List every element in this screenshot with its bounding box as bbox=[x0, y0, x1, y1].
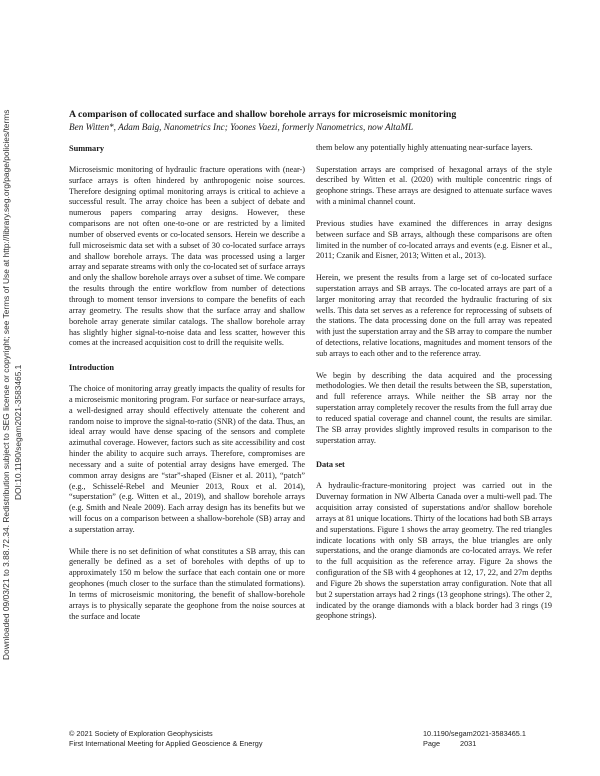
summary-heading: Summary bbox=[69, 144, 105, 153]
summary-paragraph: Microseismic monitoring of hydraulic fracture operations with (near-) surface arrays is often hindered by anthropogenic noise sources. Therefore designing optimal monitoring arrays is critical to achieve a successful result. The array choice has been a subject of debate and numerous papers comparing array designs. However, these comparisons are not often one-to-one or are restricted by a limited number of observed events or co-located sensors. Herein we describe a full microseismic data set with a subset of 30 co-located surface arrays and shallow borehole arrays. The data was processed using a larger array and separate streams with only the co-located set of surface arrays and only the shallow borehole arrays over a subset of time. We compare the results through the entire workflow from number of detections through to moment tensor inversions to compare the benefits of each array geometry. The results show that the surface array and shallow borehole array generate similar catalogs. The shallow borehole array has slightly higher signal-to-noise data and less scatter, however this comes at the increased acquisition cost to drill the requisite wells. bbox=[69, 164, 305, 348]
introduction-paragraph-1: The choice of monitoring array greatly impacts the quality of results for a microseismic monitoring program. For surface or near-surface arrays, a well-designed array should effectively attenuate the coherent and random noise to improve the signal-to-ratio (SNR) of the data. Thus, an ideal array would have dense spacing of the sensors and complete azimuthal coverage. However, factors such as site accessibility and cost hinder the ability to acquire such arrays. Therefore, compromises are necessary and a suite of potential array designs have emerged. The common array designs are “star”-shaped (Eisner et al. 2011), “patch” (e.g., Schisselé-Rebel and Meunier 2013, Roux et al. 2014), “superstation” (e.g. Witten et al., 2019), and shallow borehole arrays (e.g. Smith and Neale 2009). Each array design has its benefits but we will focus on a comparison between a shallow-borehole (SB) array and a superstation array. bbox=[69, 384, 305, 534]
body-paragraph: Previous studies have examined the differences in array designs between surface and SB arrays, although these comparisons are often limited in the number of co-located arrays and events (e.g. Eisner et al., 2011; Czanik and Eisner, 2013; Witten et al., 2013). bbox=[316, 218, 552, 261]
body-paragraph: We begin by describing the data acquired and the processing methodologies. We then detail the results between the SB, superstation, and full reference arrays. While neither the SB array nor the superstation array completely recover the results from the full array due to reduced spatial coverage and channel count, the results are similar. The SB array provides slightly improved results in comparison to the superstation array. bbox=[316, 370, 552, 445]
page-number: 2031 bbox=[460, 738, 477, 748]
dataset-paragraph: A hydraulic-fracture-monitoring project was carried out in the Duvernay formation in NW Alberta Canada over a multi-well pad. The acquisition array consisted of superstations and/or shallow borehole arrays at 81 unique locations. Thirty of the locations had both SB arrays and superstations. Figure 1 shows the array geometry. The red triangles indicate locations with only SB arrays, the blue triangles are only superstations, and the orange diamonds are co-located arrays. We refer to the full acquisition as the reference array. Figure 2a shows the configuration of the SB with 4 geophones at 12, 17, 22, and 27m depths and Figure 2b shows the superstation array configuration. Note that all but 2 superstation arrays had 2 rings (13 geophone strings). The other 2, indicated by the orange diamonds with a black border had 3 rings (19 geophone strings). bbox=[316, 481, 552, 621]
introduction-heading: Introduction bbox=[69, 363, 115, 373]
body-paragraph: Superstation arrays are comprised of hexagonal arrays of the style described by Witten et al. (2020) with multiple concentric rings of geophone strings. These arrays are designed to attenuate surface waves with a minimal channel count. bbox=[316, 164, 552, 207]
right-column bbox=[316, 143, 552, 633]
download-notice bbox=[1, 60, 27, 660]
conference-line: First International Meeting for Applied Geoscience & Energy bbox=[69, 738, 263, 748]
download-notice-line: Downloaded 09/03/21 to 3.88.72.34. Redistribution subject to SEG license or copyright; see Terms of Use at http://library.seg.org/page/policies/terms bbox=[1, 109, 11, 660]
body-paragraph: them below any potentially highly attenuating near-surface layers. bbox=[316, 143, 533, 152]
doi-notice-line: DOI:10.1190/segam2021-3583465.1 bbox=[12, 364, 23, 500]
left-column bbox=[69, 144, 305, 633]
copyright-line: © 2021 Society of Exploration Geophysicists bbox=[69, 729, 213, 738]
page-label: Page bbox=[423, 738, 441, 748]
body-paragraph: Herein, we present the results from a large set of co-located surface superstation arrays and SB arrays. The co-located arrays are part of a larger monitoring array that recorded the hydraulic fracturing of six wells. This data set serves as a reference for reprocessing of subsets of the stations. The data processing done on the full array was repeated with just the superstation array and the SB array to compare the number of detections, relative locations, magnitudes and moment tensors of the sub arrays to each other and to the reference array. bbox=[316, 272, 552, 358]
introduction-paragraph-2: While there is no set definition of what constitutes a SB array, this can generally be defined as a set of boreholes with depths of up to approximately 150 m below the surface that each contain one or more geophones (much closer to the surface than the stimulated formations). In terms of microseismic monitoring, the benefit of shallow-borehole arrays is to physically separate the geophone from the noise sources at the surface and locate bbox=[69, 546, 305, 621]
footer-copyright bbox=[69, 729, 262, 748]
paper-authors: Ben Witten*, Adam Baig, Nanometrics Inc; Yoones Vaezi, formerly Nanometrics, now AltaML bbox=[69, 122, 414, 132]
paper-title: A comparison of collocated surface and shallow borehole arrays for microseismic monitoring bbox=[69, 109, 457, 120]
footer-doi: 10.1190/segam2021-3583465.1 bbox=[423, 729, 526, 738]
footer-page-info bbox=[423, 729, 526, 748]
dataset-heading: Data set bbox=[316, 460, 345, 470]
